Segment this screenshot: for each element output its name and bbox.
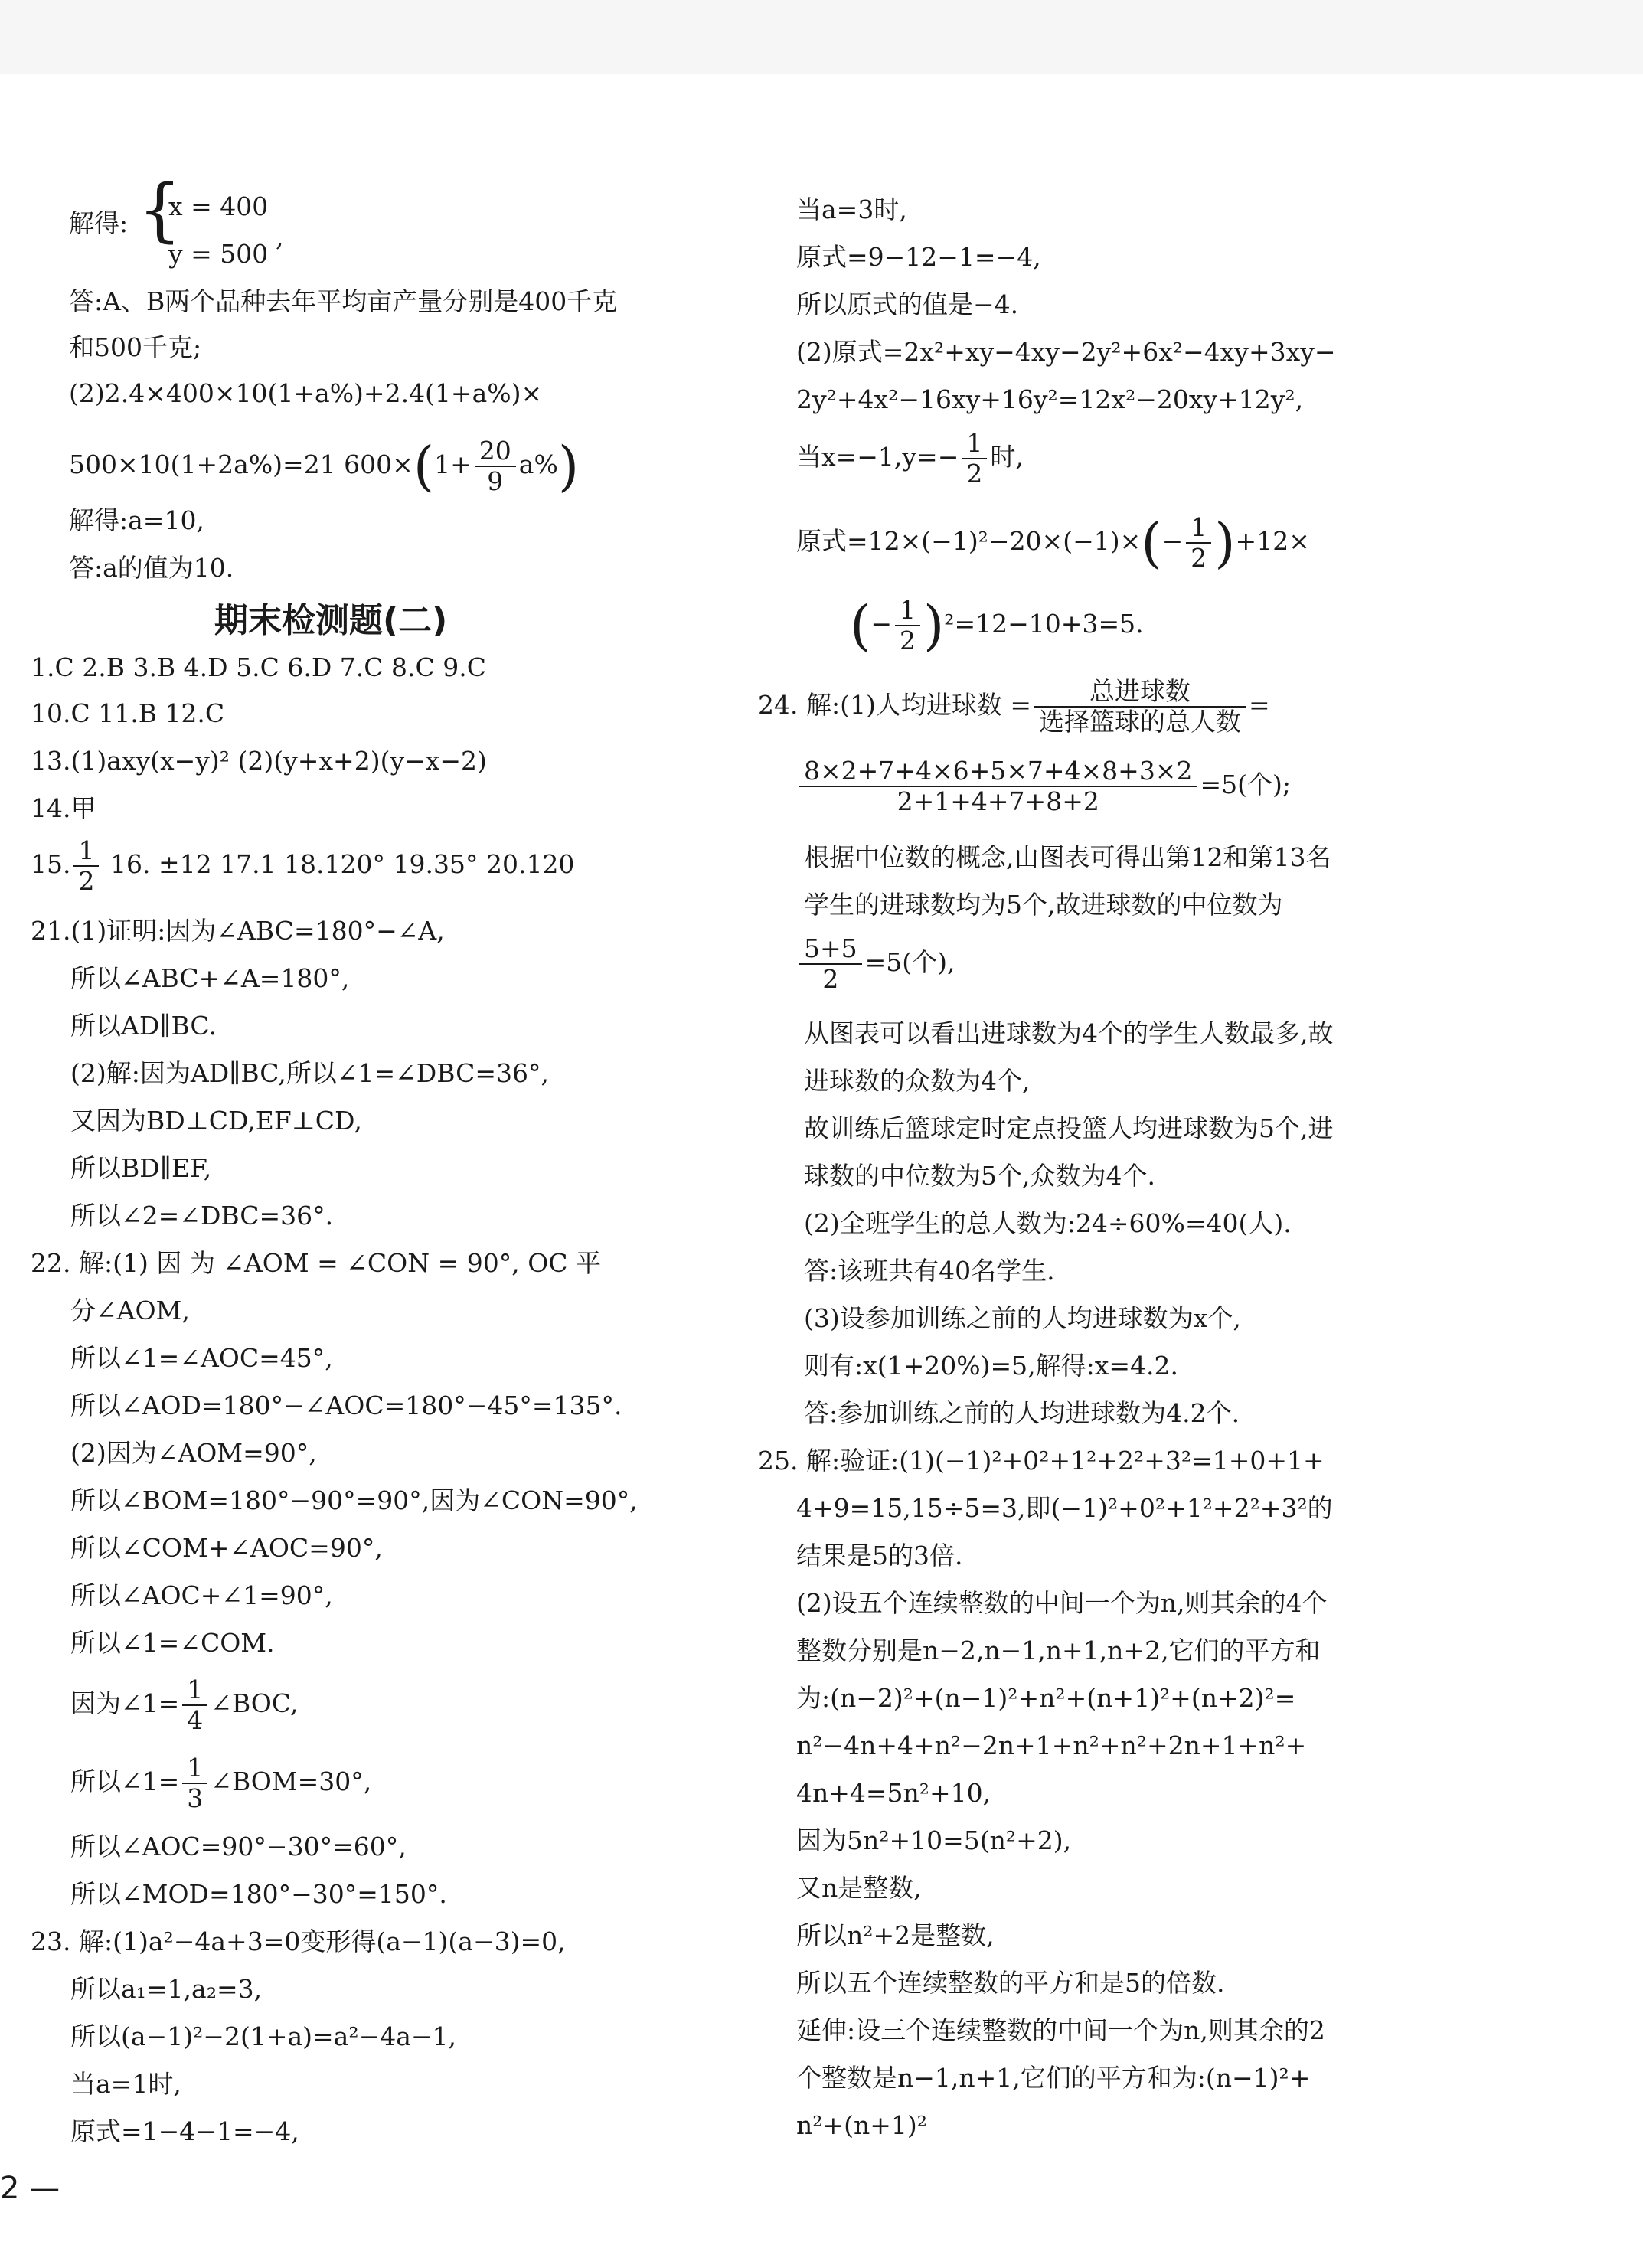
solution-line: 故训练后篮球定时定点投篮人均进球数为5个,进	[804, 1113, 1334, 1143]
fraction: $\frac{1}{2}$	[73, 836, 99, 896]
proof-line: 所以∠AOD=180°−∠AOC=180°−45°=135°.	[70, 1391, 622, 1420]
solution-line: 球数的中位数为5个,众数为4个.	[804, 1161, 1155, 1191]
solution-line: (2)原式=2x²+xy−4xy−2y²+6x²−4xy+3xy−	[796, 337, 1336, 367]
solution-line: 4n+4=5n²+10,	[796, 1778, 991, 1808]
solution-line: 所以五个连续整数的平方和是5的倍数.	[796, 1968, 1225, 1998]
system-comma: ,	[276, 222, 284, 252]
solution-line: 当a=3时,	[796, 194, 907, 224]
solution-line: 延伸:设三个连续整数的中间一个为n,则其余的2	[796, 2015, 1325, 2045]
solution-line: 答:该班共有40名学生.	[804, 1256, 1055, 1286]
proof-line: 所以∠1=∠AOC=45°,	[70, 1343, 333, 1373]
solution-line: 当a=1时,	[70, 2069, 181, 2099]
proof-line: 所以∠ABC+∠A=180°,	[70, 963, 350, 993]
solution-line: 原式=1−4−1=−4,	[70, 2116, 299, 2146]
proof-line: 所以BD∥EF,	[70, 1153, 212, 1183]
fraction: $\frac{1}{2}$	[962, 429, 987, 489]
equation-line: 500×10(1+2a%)=21 600×(1+ $\frac{20}{9}$ a%)	[69, 435, 580, 498]
solution-line: 所以a₁=1,a₂=3,	[70, 1974, 263, 2004]
page-number: 2 —	[0, 2171, 60, 2206]
proof-line: 22. 解:(1) 因 为 ∠AOM = ∠CON = 90°, OC 平	[31, 1248, 601, 1278]
proof-line: 所以∠AOC+∠1=90°,	[70, 1580, 333, 1610]
fraction: $\frac{1}{2}$	[1186, 513, 1211, 573]
solution-line: $\frac{8\times 2+7+4\times 6+5\times 7+4\times 8+3\times 2}{2+1+4+7+8+2}$ =5(个);	[796, 757, 1291, 816]
proof-line: 所以∠MOD=180°−30°=150°.	[70, 1879, 447, 1909]
proof-line: 21.(1)证明:因为∠ABC=180°−∠A,	[31, 916, 445, 946]
solution-line: 进球数的众数为4个,	[804, 1066, 1031, 1096]
solution-line: 所以(a−1)²−2(1+a)=a²−4a−1,	[70, 2021, 457, 2051]
proof-line: (2)因为∠AOM=90°,	[70, 1438, 317, 1468]
fraction: $\frac{5+5}{2}$	[799, 934, 862, 994]
proof-line: 所以AD∥BC.	[70, 1011, 217, 1041]
answer-key-line: 14.甲	[31, 793, 96, 823]
proof-line: 所以∠AOC=90°−30°=60°,	[70, 1832, 407, 1861]
answer-key-line: 13.(1)axy(x−y)² (2)(y+x+2)(y−x−2)	[31, 746, 487, 776]
solution-line: 整数分别是n−2,n−1,n+1,n+2,它们的平方和	[796, 1636, 1321, 1665]
proof-line: 因为∠1= $\frac{1}{4}$ ∠BOC,	[70, 1675, 299, 1735]
answer-key-line: 1.C 2.B 3.B 4.D 5.C 6.D 7.C 8.C 9.C	[31, 652, 486, 682]
fraction: $\frac{1}{2}$	[895, 596, 920, 655]
solution-line: 解得:a=10,	[69, 505, 204, 535]
answer-line: 答:a的值为10.	[69, 553, 234, 583]
proof-line: 所以∠1=∠COM.	[70, 1628, 275, 1658]
solution-line: n²+(n+1)²	[796, 2110, 928, 2140]
answer-key-line: 15. $\frac{1}{2}$ 16. ±12 17.1 18.120° 19.35° 20.120	[31, 835, 575, 896]
solution-line: 则有:x(1+20%)=5,解得:x=4.2.	[804, 1351, 1178, 1381]
solution-line: (3)设参加训练之前的人均进球数为x个,	[804, 1303, 1241, 1333]
page-top-band	[0, 0, 1643, 74]
solution-line: (2)设五个连续整数的中间一个为n,则其余的4个	[796, 1588, 1328, 1618]
solution-line: n²−4n+4+n²−2n+1+n²+n²+2n+1+n²+	[796, 1730, 1307, 1760]
proof-line: 又因为BD⊥CD,EF⊥CD,	[70, 1106, 362, 1136]
solution-line: 当x=−1,y=− $\frac{1}{2}$ 时,	[796, 428, 1024, 489]
solution-line: 2y²+4x²−16xy+16y²=12x²−20xy+12y²,	[796, 384, 1304, 414]
solution-line: 学生的进球数均为5个,故进球数的中位数为	[804, 890, 1283, 920]
solution-line: 23. 解:(1)a²−4a+3=0变形得(a−1)(a−3)=0,	[31, 1926, 566, 1956]
system-eq-2: y = 500	[168, 239, 269, 269]
system-brace: {	[138, 170, 182, 250]
answer-key-line: 10.C 11.B 12.C	[31, 698, 225, 728]
solution-line: 因为5n²+10=5(n²+2),	[796, 1825, 1072, 1855]
system-eq-1: x = 400	[168, 191, 269, 221]
solution-line: 结果是5的3倍.	[796, 1541, 963, 1570]
equation-line: (2)2.4×400×10(1+a%)+2.4(1+a%)×	[69, 378, 543, 408]
solution-line: 为:(n−2)²+(n−1)²+n²+(n+1)²+(n+2)²=	[796, 1683, 1296, 1713]
fraction: $\frac{1}{3}$	[182, 1753, 207, 1813]
proof-line: 所以∠COM+∠AOC=90°,	[70, 1533, 383, 1563]
proof-line: 所以∠BOM=180°−90°=90°,因为∠CON=90°,	[70, 1485, 638, 1515]
fraction: $\frac{20}{9}$	[475, 436, 516, 496]
solution-line: 根据中位数的概念,由图表可得出第12和第13名	[804, 842, 1331, 872]
proof-line: 分∠AOM,	[70, 1296, 190, 1325]
solution-line: 原式=12×(−1)²−20×(−1)×(− $\frac{1}{2}$ )+12×	[796, 511, 1310, 574]
solution-line: 4+9=15,15÷5=3,即(−1)²+0²+1²+2²+3²的	[796, 1493, 1333, 1523]
solution-line: 原式=9−12−1=−4,	[796, 242, 1041, 272]
solution-line: 答:参加训练之前的人均进球数为4.2个.	[804, 1398, 1240, 1428]
solution-line: 25. 解:验证:(1)(−1)²+0²+1²+2²+3²=1+0+1+	[758, 1446, 1325, 1476]
fraction: $\frac{8\times 2+7+4\times 6+5\times 7+4\times 8+3\times 2}{2+1+4+7+8+2}$	[799, 757, 1197, 816]
proof-line: 所以∠2=∠DBC=36°.	[70, 1201, 334, 1230]
proof-line: 所以∠1= $\frac{1}{3}$ ∠BOM=30°,	[70, 1753, 372, 1813]
proof-line: (2)解:因为AD∥BC,所以∠1=∠DBC=36°,	[70, 1058, 549, 1088]
solution-line: $\frac{5+5}{2}$ =5(个),	[796, 934, 955, 994]
solution-line: 所以原式的值是−4.	[796, 289, 1019, 319]
solution-line: 个整数是n−1,n+1,它们的平方和为:(n−1)²+	[796, 2063, 1311, 2093]
solve-label: 解得:	[69, 208, 129, 238]
fraction: $\frac{1}{4}$	[182, 1675, 207, 1735]
solution-line: 24. 解:(1)人均进球数 = $\frac{\text{总进球数}}{\text{选择篮球的总人数}}$ =	[758, 676, 1270, 737]
solution-line: 又n是整数,	[796, 1873, 922, 1903]
section-title: 期末检测题(二)	[214, 601, 448, 640]
answer-line: 和500千克;	[69, 332, 202, 362]
answer-line: 答:A、B两个品种去年平均亩产量分别是400千克	[69, 286, 618, 316]
solution-line: (− $\frac{1}{2}$ )²=12−10+3=5.	[850, 594, 1144, 657]
solution-line: (2)全班学生的总人数为:24÷60%=40(人).	[804, 1208, 1292, 1238]
solution-line: 从图表可以看出进球数为4个的学生人数最多,故	[804, 1018, 1334, 1048]
solution-line: 所以n²+2是整数,	[796, 1920, 995, 1950]
fraction: $\frac{\text{总进球数}}{\text{选择篮球的总人数}}$	[1034, 677, 1246, 737]
